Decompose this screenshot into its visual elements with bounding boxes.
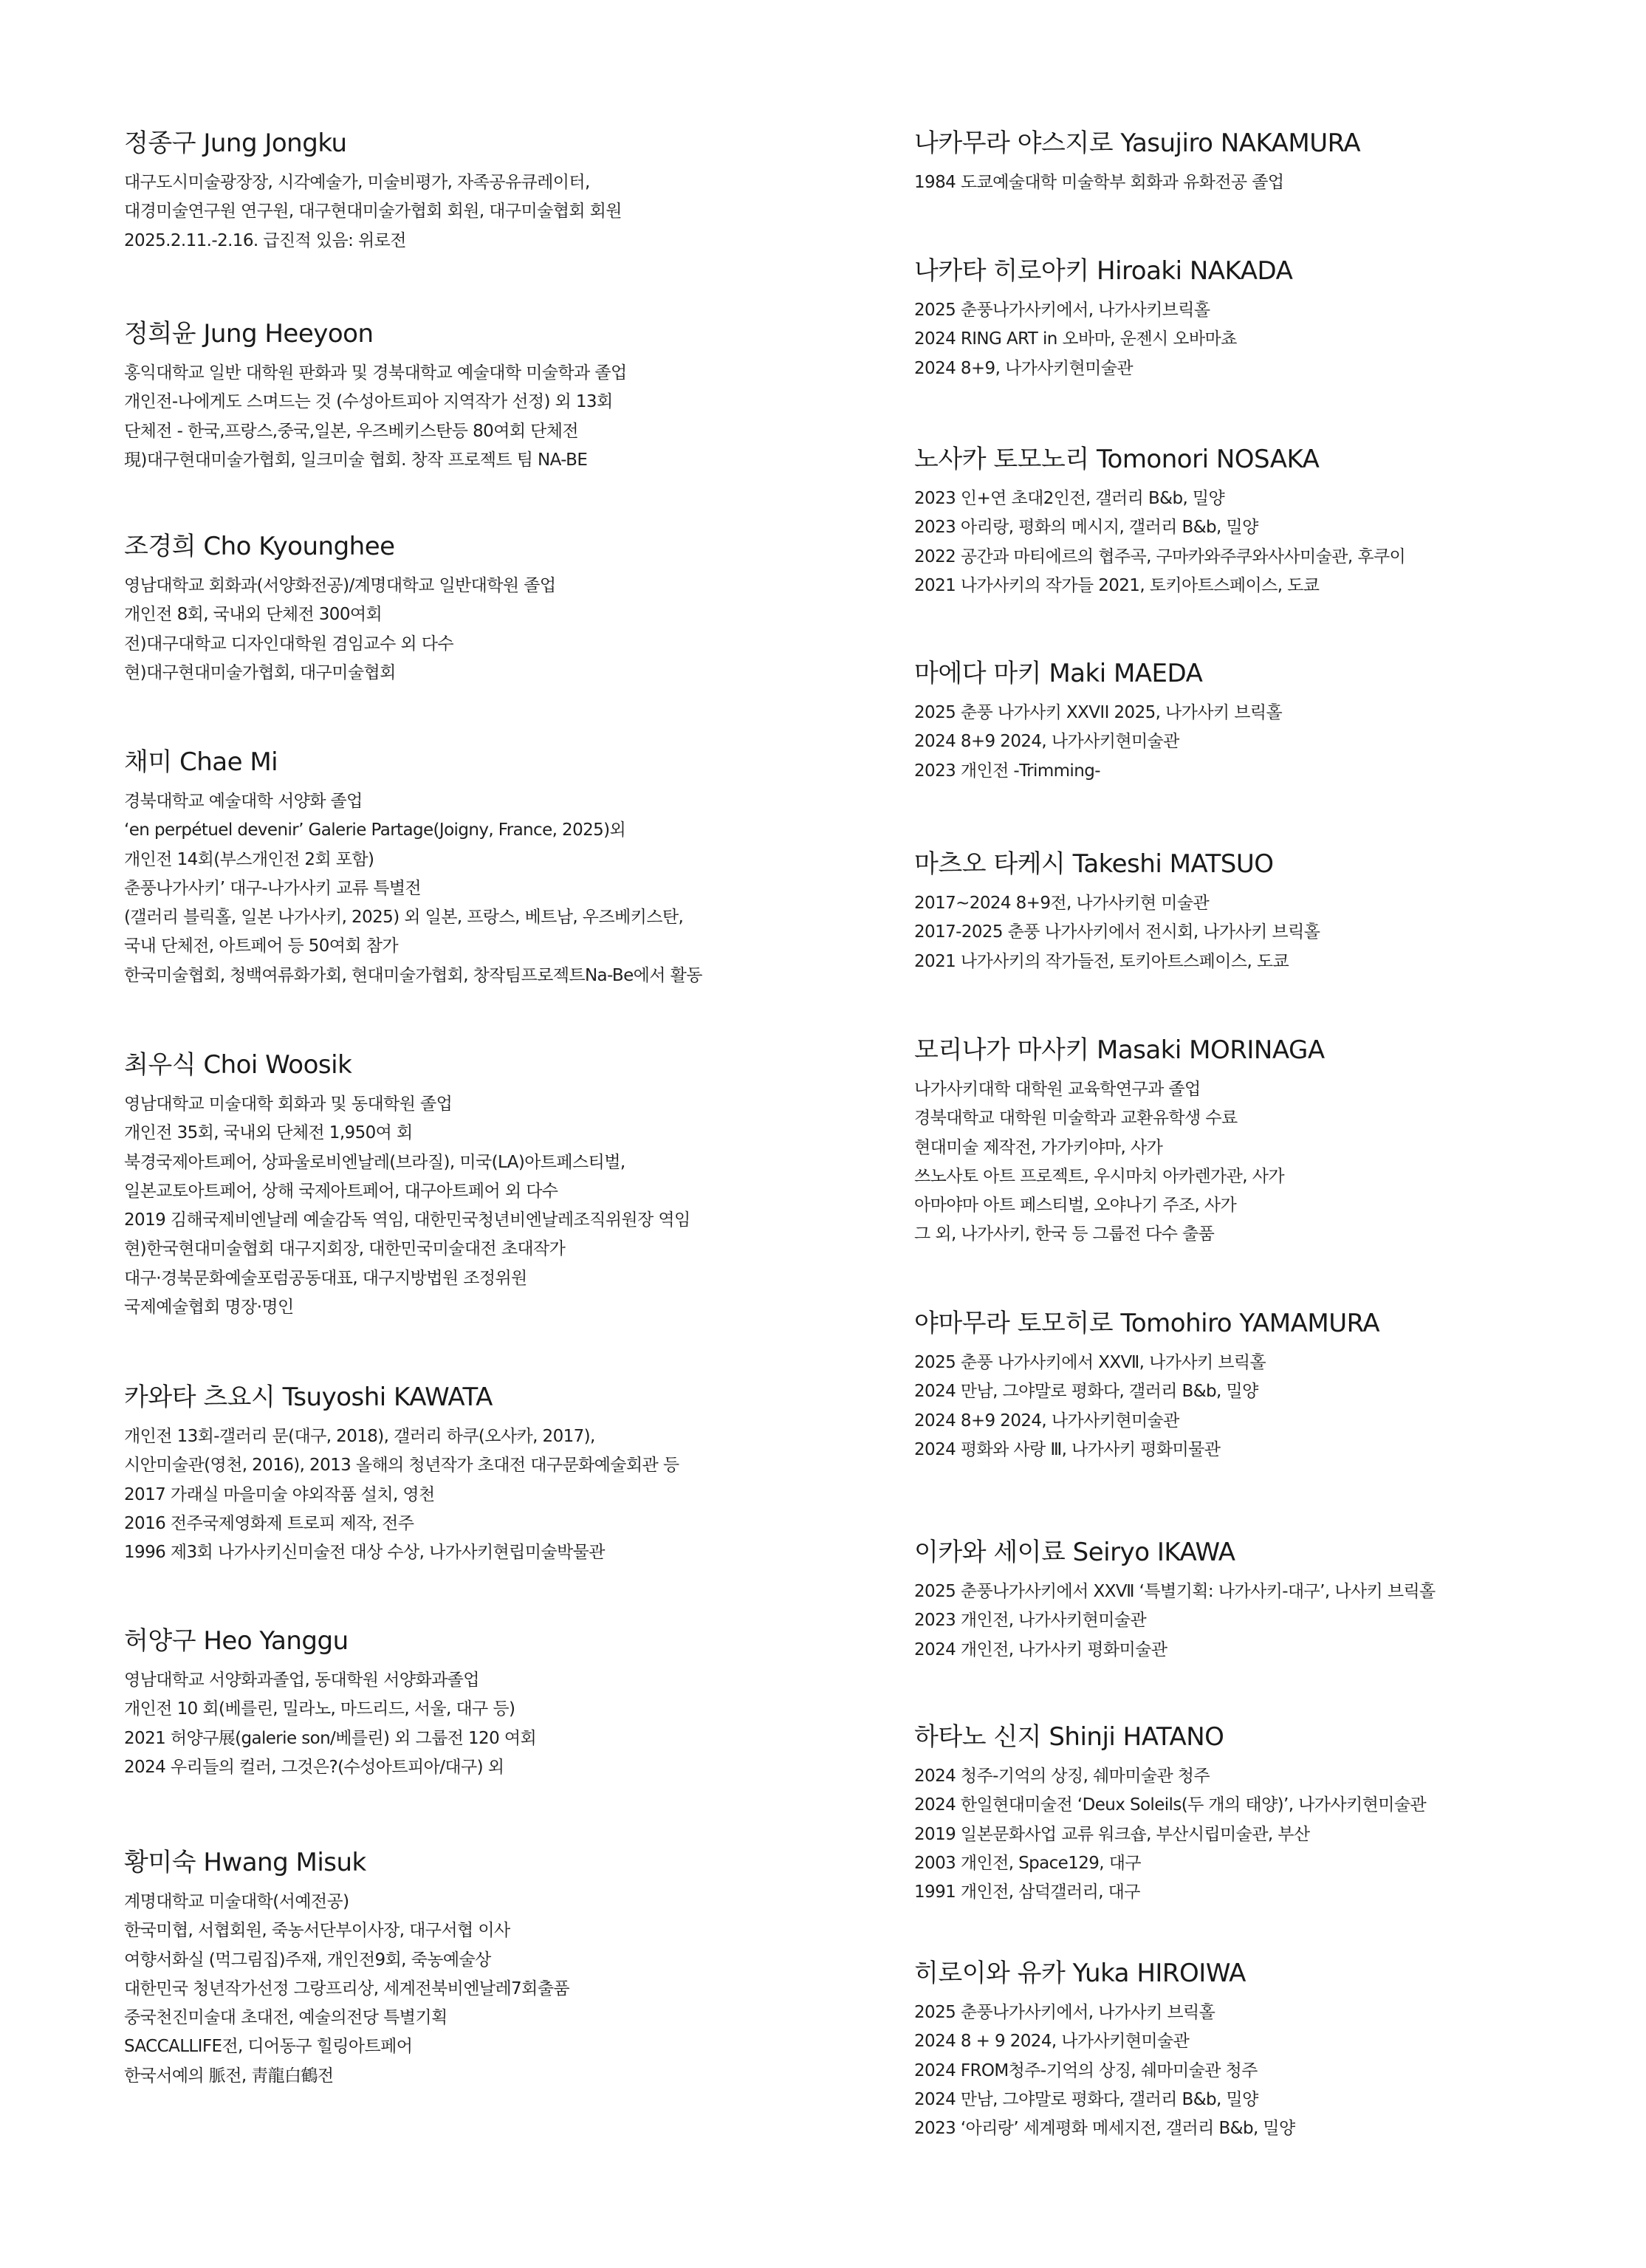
- bio-line: 단체전 - 한국,프랑스,중국,일본, 우즈베키스탄등 80여회 단체전: [124, 421, 578, 441]
- bio-line: 전)대구대학교 디자인대학원 겸임교수 외 다수: [124, 634, 453, 654]
- bio-line: 대구도시미술광장장, 시각예술가, 미술비평가, 자족공유큐레이터,: [124, 173, 590, 192]
- bio-line: 한국미술협회, 청백여류화가회, 현대미술가협회, 창작팀프로젝트Na-Be에서 활동: [124, 965, 702, 985]
- artist-entry: [124, 318, 877, 475]
- artist-bio: [124, 168, 877, 256]
- bio-line: 국제예술협회 명장·명인: [124, 1298, 294, 1318]
- artist-entry: [124, 127, 877, 256]
- bio-line: 2024 8+9 2024, 나가사키현미술관: [914, 732, 1179, 752]
- bio-line: 홍익대학교 일반 대학원 판화과 및 경북대학교 예술대학 미술학과 졸업: [124, 363, 627, 383]
- bio-line: 2025 춘풍나가사키에서, 나가사키 브릭홀: [914, 2003, 1215, 2022]
- bio-line: 2025 춘풍나가사키에서 XXⅦ ‘특별기획: 나가사키-대구’, 나사키 브릭홀: [914, 1582, 1436, 1601]
- bio-line: 나가사키대학 대학원 교육학연구과 졸업: [914, 1080, 1201, 1099]
- bio-line: 영남대학교 회화과(서양화전공)/계명대학교 일반대학원 졸업: [124, 576, 556, 595]
- artist-name: 카와타 츠요시 Tsuyoshi KAWATA: [124, 1383, 493, 1412]
- artist-name: 허양구 Heo Yanggu: [124, 1626, 349, 1656]
- artist-bio: [914, 1577, 1594, 1665]
- bio-line: (갤러리 블릭홀, 일본 나가사키, 2025) 외 일본, 프랑스, 베트남, 우즈베키스탄,: [124, 908, 684, 928]
- bio-line: 아마야마 아트 페스티벌, 오야나기 주조, 사가: [914, 1196, 1237, 1216]
- bio-line: 2024 FROM청주-기억의 상징, 쉐마미술관 청주: [914, 2060, 1258, 2080]
- bio-line: 대한민국 청년작가선정 그랑프리상, 세계전북비엔날레7회출품: [124, 1978, 569, 1998]
- bio-line: 2024 청주-기억의 상징, 쉐마미술관 청주: [914, 1767, 1210, 1786]
- bio-line: 시안미술관(영천, 2016), 2013 올해의 청년작가 초대전 대구문화예술회관 등: [124, 1456, 679, 1476]
- artist-entry: [914, 255, 1594, 383]
- bio-line: 2003 개인전, Space129, 대구: [914, 1853, 1141, 1873]
- artist-name: 정종구 Jung Jongku: [124, 129, 347, 158]
- artist-bio: [124, 572, 877, 688]
- bio-line: 2017~2024 8+9전, 나가사키현 미술관: [914, 894, 1210, 913]
- artist-entry: [914, 127, 1594, 197]
- artist-name: 이카와 세이료 Seiryo IKAWA: [914, 1538, 1235, 1567]
- bio-line: 現)대구현대미술가협회, 일크미술 협회. 창작 프로젝트 팀 NA-BE: [124, 450, 588, 470]
- artist-entry: [124, 1381, 877, 1567]
- artist-entry: [124, 1625, 877, 1782]
- artist-name: 마에다 마키 Maki MAEDA: [914, 659, 1203, 688]
- bio-line: 2017 가래실 마을미술 야외작품 설치, 영천: [124, 1484, 435, 1504]
- artist-entry: [124, 1049, 877, 1322]
- bio-line: 2022 공간과 마티에르의 협주곡, 구마카와주쿠와사사미술관, 후쿠이: [914, 547, 1406, 566]
- bio-line: 여향서화실 (먹그림집)주재, 개인전9회, 죽농예술상: [124, 1950, 491, 1970]
- artist-name: 마츠오 타케시 Takeshi MATSUO: [914, 849, 1274, 879]
- bio-line: 일본교토아트페어, 상해 국제아트페어, 대구아트페어 외 다수: [124, 1181, 558, 1201]
- artist-entry: [914, 848, 1594, 976]
- bio-line: ‘en perpétuel devenir’ Galerie Partage(Joigny, France, 2025)외: [124, 820, 626, 840]
- bio-line: 2025.2.11.-2.16. 급진적 있음: 위로전: [124, 230, 406, 250]
- bio-line: 2025 춘풍 나가사키 XXVII 2025, 나가사키 브릭홀: [914, 703, 1283, 722]
- artist-bio: [914, 889, 1594, 976]
- bio-line: 현대미술 제작전, 가가키야마, 사가: [914, 1137, 1163, 1157]
- bio-line: 경북대학교 대학원 미술학과 교환유학생 수료: [914, 1109, 1238, 1128]
- bio-line: 영남대학교 미술대학 회화과 및 동대학원 졸업: [124, 1094, 453, 1114]
- bio-line: 2024 만남, 그야말로 평화다, 갤러리 B&b, 밀양: [914, 2089, 1258, 2109]
- bio-line: 2023 아리랑, 평화의 메시지, 갤러리 B&b, 밀양: [914, 518, 1258, 538]
- artist-bio: [914, 484, 1594, 600]
- bio-line: 2017-2025 춘풍 나가사키에서 전시회, 나가사키 브릭홀: [914, 922, 1320, 942]
- bio-line: 2024 만남, 그야말로 평화다, 갤러리 B&b, 밀양: [914, 1382, 1258, 1402]
- bio-line: 2019 일본문화사업 교류 워크숍, 부산시립미술관, 부산: [914, 1824, 1310, 1844]
- artist-name: 조경희 Cho Kyounghee: [124, 532, 395, 561]
- bio-line: 1984 도쿄예술대학 미술학부 회화과 유화전공 졸업: [914, 173, 1284, 192]
- artist-entry: [914, 443, 1594, 600]
- artist-bio: [124, 787, 877, 990]
- artist-bio: [124, 359, 877, 475]
- artist-name: 히로이와 유카 Yuka HIROIWA: [914, 1959, 1246, 1988]
- artist-name: 나카타 히로아키 Hiroaki NAKADA: [914, 256, 1293, 286]
- artist-name: 정희윤 Jung Heeyoon: [124, 319, 374, 349]
- bio-line: 춘풍나가사키’ 대구-나가사키 교류 특별전: [124, 878, 422, 898]
- artist-bio: [914, 1998, 1594, 2143]
- bio-line: 2023 ‘아리랑’ 세계평화 메세지전, 갤러리 B&b, 밀양: [914, 2119, 1295, 2139]
- bio-line: 북경국제아트페어, 상파울로비엔날레(브라질), 미국(LA)아트페스티벌,: [124, 1152, 625, 1172]
- bio-line: 2023 인+연 초대2인전, 갤러리 B&b, 밀양: [914, 489, 1225, 508]
- bio-line: 2024 RING ART in 오바마, 운젠시 오바마쵸: [914, 329, 1237, 349]
- bio-line: 한국미협, 서협회원, 죽농서단부이사장, 대구서협 이사: [124, 1921, 510, 1941]
- artist-bio: [124, 1888, 877, 2091]
- bio-line: 2024 평화와 사랑 Ⅲ, 나가사키 평화미물관: [914, 1439, 1221, 1459]
- bio-line: 현)대구현대미술가협회, 대구미술협회: [124, 662, 396, 682]
- artist-entry: [914, 1307, 1594, 1464]
- artist-bio: [914, 699, 1594, 786]
- bio-line: 2024 우리들의 컬러, 그것은?(수성아트피아/대구) 외: [124, 1757, 504, 1777]
- bio-line: 2024 8+9, 나가사키현미술관: [914, 358, 1133, 378]
- artist-entry: [124, 530, 877, 688]
- bio-line: 개인전 13회-갤러리 문(대구, 2018), 갤러리 하쿠(오사카, 2017),: [124, 1427, 595, 1446]
- artist-bio: [914, 168, 1594, 197]
- bio-line: 현)한국현대미술협회 대구지회장, 대한민국미술대전 초대작가: [124, 1239, 566, 1259]
- bio-line: 2024 한일현대미술전 ‘Deux Soleils(두 개의 태양)’, 나가사키현미술관: [914, 1795, 1427, 1815]
- bio-line: 대경미술연구원 연구원, 대구현대미술가협회 회원, 대구미술협회 회원: [124, 202, 622, 222]
- bio-line: 2019 김해국제비엔날레 예술감독 역임, 대한민국청년비엔날레조직위원장 역임: [124, 1210, 690, 1230]
- artist-entry: [914, 1957, 1594, 2143]
- artist-entry: [124, 1846, 877, 2091]
- artist-bio: [124, 1666, 877, 1782]
- bio-line: 2025 춘풍나가사키에서, 나가사키브릭홀: [914, 301, 1210, 320]
- artist-bio: [914, 1075, 1594, 1250]
- bio-line: 개인전 8회, 국내외 단체전 300여회: [124, 605, 383, 625]
- artist-bio: [914, 296, 1594, 383]
- bio-line: 대구·경북문화예술포럼공동대표, 대구지방법원 조정위원: [124, 1268, 527, 1288]
- artist-name: 나카무라 야스지로 Yasujiro NAKAMURA: [914, 129, 1361, 158]
- artist-name: 최우식 Choi Woosik: [124, 1050, 352, 1080]
- bio-line: 국내 단체전, 아트페어 등 50여회 참가: [124, 936, 398, 956]
- bio-line: 1996 제3회 나가사키신미술전 대상 수상, 나가사키현립미술박물관: [124, 1543, 605, 1563]
- artist-bio: [124, 1422, 877, 1567]
- bio-line: 한국서예의 脈전, 靑龍白鶴전: [124, 2066, 334, 2086]
- artist-entry: [914, 1034, 1594, 1250]
- artist-name: 채미 Chae Mi: [124, 747, 278, 777]
- bio-line: 개인전 14회(부스개인전 2회 포함): [124, 849, 374, 869]
- artist-entry: [124, 746, 877, 990]
- artist-name: 황미숙 Hwang Misuk: [124, 1848, 366, 1877]
- artist-entry: [914, 1721, 1594, 1907]
- bio-line: 2021 나가사키의 작가들전, 토키아트스페이스, 도쿄: [914, 951, 1289, 971]
- artist-name: 야마무라 토모히로 Tomohiro YAMAMURA: [914, 1309, 1380, 1338]
- bio-line: 2025 춘풍 나가사키에서 XXⅦ, 나가사키 브릭홀: [914, 1353, 1266, 1372]
- bio-line: 1991 개인전, 삼덕갤러리, 대구: [914, 1882, 1140, 1902]
- artist-name: 하타노 신지 Shinji HATANO: [914, 1722, 1224, 1752]
- bio-line: 영남대학교 서양화과졸업, 동대학원 서양화과졸업: [124, 1671, 479, 1690]
- bio-line: 경북대학교 예술대학 서양화 졸업: [124, 792, 363, 811]
- bio-line: 계명대학교 미술대학(서예전공): [124, 1892, 349, 1911]
- bio-line: 중국천진미술대 초대전, 예술의전당 특별기획: [124, 2008, 447, 2028]
- artist-name: 노사카 토모노리 Tomonori NOSAKA: [914, 445, 1320, 474]
- artist-bio: [914, 1762, 1594, 1907]
- bio-line: 개인전 10 회(베를린, 밀라노, 마드리드, 서울, 대구 등): [124, 1699, 515, 1719]
- bio-line: 2016 전주국제영화제 트로피 제작, 전주: [124, 1513, 414, 1533]
- bio-line: SACCALLIFE전, 디어동구 힐링아트페어: [124, 2037, 413, 2057]
- artist-bio: [124, 1090, 877, 1322]
- bio-line: 2021 나가사키의 작가들 2021, 토키아트스페이스, 도쿄: [914, 575, 1320, 595]
- bio-line: 2024 8 + 9 2024, 나가사키현미술관: [914, 2032, 1190, 2052]
- artist-name: 모리나가 마사키 Masaki MORINAGA: [914, 1035, 1325, 1065]
- bio-line: 2021 허양구展(galerie son/베를린) 외 그룹전 120 여회: [124, 1728, 537, 1748]
- bio-line: 개인전-나에게도 스며드는 것 (수성아트피아 지역작가 선정) 외 13회: [124, 392, 613, 412]
- bio-line: 2023 개인전, 나가사키현미술관: [914, 1611, 1147, 1631]
- artist-entry: [914, 1536, 1594, 1665]
- bio-line: 2024 8+9 2024, 나가사키현미술관: [914, 1411, 1179, 1431]
- bio-line: 2023 개인전 -Trimming-: [914, 761, 1100, 781]
- bio-line: 개인전 35회, 국내외 단체전 1,950여 회: [124, 1123, 413, 1143]
- bio-line: 그 외, 나가사키, 한국 등 그룹전 다수 출품: [914, 1224, 1215, 1244]
- bio-line: 2024 개인전, 나가사키 평화미술관: [914, 1640, 1167, 1659]
- artist-bio: [914, 1349, 1594, 1464]
- artist-entry: [914, 657, 1594, 786]
- bio-line: 쓰노사토 아트 프로젝트, 우시마치 아카렌가관, 사가: [914, 1166, 1284, 1186]
